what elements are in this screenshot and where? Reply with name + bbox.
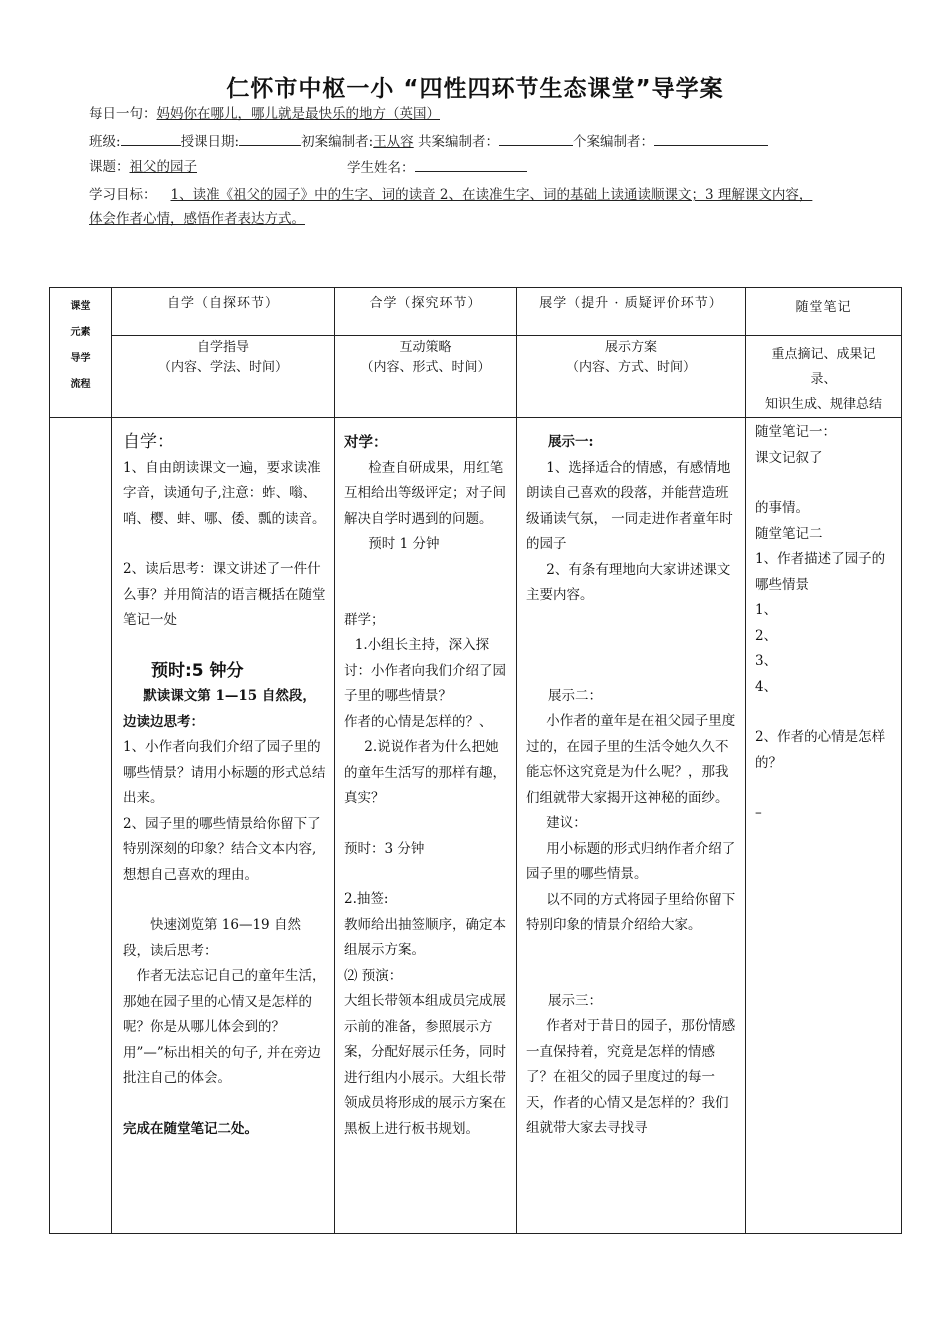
lesson-plan-table <box>49 287 902 1234</box>
show-2-text: 小作者的童年是在祖父园子里度过的，在园子里的生活令她久久不能忘怀这究竟是为什么呢？，那我们组就带大家揭开这神秘的面纱。 <box>526 713 736 806</box>
goals-line-1 <box>89 185 812 205</box>
self-study-task-1: 1、自由朗读课文一遍，要求读准字音，读通句子,注意：蚱、嗡、哨、樱、蚌、哪、倭、瓢的读音。 <box>123 459 326 527</box>
personal-editor-field[interactable] <box>654 131 768 146</box>
header-presentation: 展学（提升 · 质疑评价环节） <box>517 288 746 336</box>
student-name-field[interactable] <box>415 157 527 172</box>
subheader-title: 展示方案 <box>604 340 657 355</box>
class-field[interactable] <box>121 131 181 146</box>
suggestion-1: 用小标题的形式归纳作者介绍了园子里的哪些情景。 <box>526 840 736 882</box>
subheader-cooperative <box>335 336 517 418</box>
initial-editor: 王从容 <box>373 134 414 150</box>
self-study-heading: 自学： <box>123 432 174 452</box>
co-editor-label: 共案编制者： <box>413 134 499 150</box>
subheader-detail: （内容、学法、时间） <box>157 360 288 375</box>
self-study-cell <box>112 418 335 1234</box>
initial-editor-label: 初案编制者: <box>301 134 374 150</box>
header-cooperative: 合学（探究环节） <box>335 288 517 336</box>
rehearse-heading: ⑵ 预演： <box>344 967 403 984</box>
subheader-title: 自学指导 <box>196 340 249 355</box>
subheader-detail: （内容、形式、时间） <box>360 360 491 375</box>
side-label: 流程 <box>70 379 91 390</box>
note-1-label: 随堂笔记一： <box>755 424 836 440</box>
header-self-study: 自学（自探环节） <box>112 288 335 336</box>
show-1-item-1: 1、选择适合的情感，有感情地朗读自己喜欢的段落，并能营造班级诵读气氛， 一同走进作者童年时的园子 <box>526 459 733 552</box>
note-dash: – <box>755 805 762 821</box>
daily-quote: 妈妈你在哪儿，哪儿就是最快乐的地方（英国） <box>156 106 440 122</box>
silent-reading-task: 默读课文第 1—15 自然段，边读边思考： <box>123 688 316 730</box>
rehearse-text: 大组长带领本组成员完成展示前的准备，参照展示方案，分配好展示任务，同时进行组内小展示。大组长带领成员将形成的展示方案在黑板上进行板书规划。 <box>344 993 506 1137</box>
show-1-heading: 展示一: <box>548 434 594 450</box>
subheader-detail: （内容、方式、时间） <box>565 360 696 375</box>
daily-quote-label: 每日一句： <box>89 106 157 122</box>
presentation-cell <box>517 418 746 1234</box>
note-2-item: 3、 <box>755 653 778 669</box>
side-label: 导学 <box>70 353 91 364</box>
suggestion-label: 建议： <box>546 815 587 831</box>
header-row <box>50 288 902 336</box>
side-label-cell <box>50 288 112 418</box>
self-study-time: 预时:5 钟分 <box>151 660 244 681</box>
date-label: 授课日期: <box>180 134 240 150</box>
subheader-presentation <box>517 336 746 418</box>
date-field[interactable] <box>239 131 301 146</box>
note-2-item: 2、 <box>755 627 778 644</box>
note-1-text: 课文记叙了 <box>755 449 823 466</box>
note-2-label: 随堂笔记二 <box>755 525 823 542</box>
question-2: 2、园子里的哪些情景给你留下了特别深刻的印象？结合文本内容,想想自己喜欢的理由。 <box>123 815 321 883</box>
draw-text: 教师给出抽签顺序，确定本组展示方案。 <box>344 916 506 958</box>
side-label: 课堂 <box>70 301 91 312</box>
note-2-question-1: 1、作者描述了园子的哪些情景 <box>755 551 886 593</box>
side-label: 元素 <box>70 327 91 338</box>
self-study-task-2: 2、读后思考：课文讲述了一件什么事？并用简洁的语言概括在随堂笔记一处 <box>123 561 326 628</box>
content-row <box>50 418 902 1234</box>
subheader-title: 重点摘记、成果记 <box>771 347 876 362</box>
notes-cell <box>746 418 902 1234</box>
show-2-heading: 展示二： <box>548 687 602 704</box>
browse-question: 作者无法忘记自己的童年生活，那她在园子里的心情又是怎样的呢？你是从哪儿体会到的？用”—”标出相关的句子, 并在旁边批注自己的体会。 <box>123 968 326 1086</box>
draw-heading: 2.抽签: <box>344 891 389 907</box>
daily-quote-line <box>89 104 440 124</box>
browse-task: 快速浏览第 16—19 自然段，读后思考： <box>123 917 301 959</box>
group-task-2: 2.说说作者为什么把她的童年生活写的那样有趣，真实？ <box>344 739 506 806</box>
side-empty-cell <box>50 418 112 1234</box>
goals-label: 学习目标： <box>89 187 157 203</box>
topic: 祖父的园子 <box>129 159 197 175</box>
personal-editor-label: 个案编制者： <box>572 134 654 150</box>
suggestion-2: 以不同的方式将园子里给你留下特别印象的情景介绍给大家。 <box>526 891 736 933</box>
page-title: 仁怀市中枢一小 “四性四环节生态课堂”导学案 <box>226 76 724 102</box>
subheader-title: 互动策略 <box>399 340 452 355</box>
group-task-1: 1.小组长主持，深入探讨：小作者向我们介绍了园子里的哪些情景？ <box>344 637 506 704</box>
student-label: 学生姓名： <box>347 160 415 176</box>
question-1: 1、小作者向我们介绍了园子里的哪些情景？请用小标题的形式总结出来。 <box>123 739 326 806</box>
group-study-heading: 群学； <box>344 611 385 628</box>
subheader-row <box>50 336 902 418</box>
subheader-self-study <box>112 336 335 418</box>
show-3-heading: 展示三： <box>548 992 602 1009</box>
complete-note: 完成在随堂笔记二处。 <box>123 1120 258 1137</box>
pair-study-heading: 对学： <box>344 434 388 451</box>
group-task-1b: 作者的心情是怎样的？、 <box>344 713 493 730</box>
note-2-item: 4、 <box>755 678 778 695</box>
editor-line <box>89 131 768 152</box>
note-2-item: 1、 <box>755 602 778 618</box>
show-1-item-2: 2、有条有理地向大家讲述课文主要内容。 <box>526 561 731 603</box>
topic-line <box>89 157 197 177</box>
goals-text-1: 1、读准《祖父的园子》中的生字、词的读音 2、在读准生字、词的基础上读通读顺课文；3 理解课文内容， <box>170 187 813 203</box>
show-3-text: 作者对于昔日的园子，那份情感一直保持着，究竟是怎样的情感了？在祖父的园子里度过的每一天，作者的心情又是怎样的？我们组就带大家去寻找寻 <box>526 1018 736 1136</box>
pair-study-text: 检查自研成果，用红笔互相给出等级评定；对子间解决自学时遇到的问题。 <box>344 459 506 527</box>
topic-label: 课题： <box>89 159 130 175</box>
cooperative-cell <box>335 418 517 1234</box>
header-notes: 随堂笔记 <box>746 288 902 336</box>
subheader-notes <box>746 336 902 418</box>
goals-text-2: 体会作者心情，感悟作者表达方式。 <box>89 211 305 227</box>
goals-line-2 <box>89 209 305 229</box>
subheader-detail: 知识生成、规律总结 <box>764 397 882 412</box>
student-line <box>347 157 527 178</box>
group-time: 预时：3 分钟 <box>344 840 425 857</box>
co-editor-field[interactable] <box>499 131 573 146</box>
class-label: 班级: <box>89 134 121 150</box>
note-2-question-2: 2、作者的心情是怎样的？ <box>755 729 886 771</box>
pair-study-time: 预时 1 分钟 <box>368 536 440 552</box>
note-1-end: 的事情。 <box>755 500 809 516</box>
subheader-title: 录、 <box>810 372 837 387</box>
